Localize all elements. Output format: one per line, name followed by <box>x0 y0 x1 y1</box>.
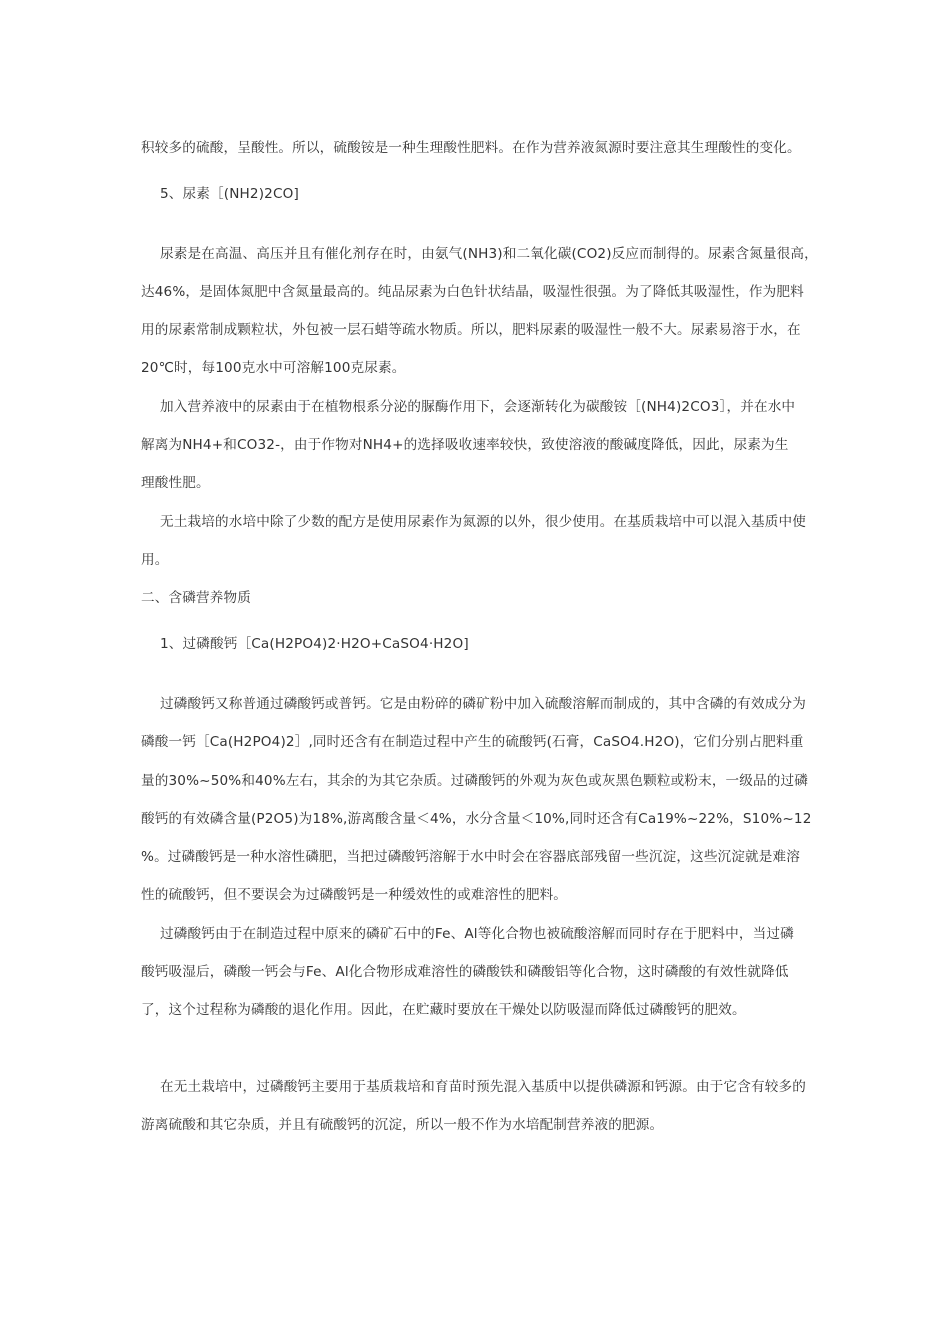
text-line: 用。 <box>141 552 169 568</box>
text-line: 达46%，是固体氮肥中含氮量最高的。纯品尿素为白色针状结晶，吸湿性很强。为了降低其吸湿性，作为肥料 <box>141 284 804 300</box>
text-line: 过磷酸钙由于在制造过程中原来的磷矿石中的Fe、Al等化合物也被硫酸溶解而同时存在于肥料中，当过磷 <box>160 926 794 942</box>
text-line: 酸钙的有效磷含量(P2O5)为18%,游离酸含量＜4%，水分含量＜10%,同时还含有Ca19%~22%，S10%~12 <box>141 811 812 827</box>
text-line: 尿素是在高温、高压并且有催化剂存在时，由氨气(NH3)和二氧化碳(CO2)反应而制得的。尿素含氮量很高， <box>160 246 818 262</box>
section-heading-urea: 5、尿素［(NH2)2CO] <box>160 186 299 202</box>
text-line: 在无土栽培中，过磷酸钙主要用于基质栽培和育苗时预先混入基质中以提供磷源和钙源。由于它含有较多的 <box>160 1079 806 1095</box>
text-line: 理酸性肥。 <box>141 475 210 491</box>
section-heading-superphosphate: 1、过磷酸钙［Ca(H2PO4)2·H2O+CaSO4·H2O] <box>160 636 469 652</box>
text-line: 过磷酸钙又称普通过磷酸钙或普钙。它是由粉碎的磷矿粉中加入硫酸溶解而制成的，其中含磷的有效成分为 <box>160 696 806 712</box>
text-line: 用的尿素常制成颗粒状，外包被一层石蜡等疏水物质。所以，肥料尿素的吸湿性一般不大。尿素易溶于水，在 <box>141 322 801 338</box>
section-heading-phosphorus: 二、含磷营养物质 <box>141 590 251 606</box>
text-line: 磷酸一钙［Ca(H2PO4)2］,同时还含有在制造过程中产生的硫酸钙(石膏，CaSO4.H2O)，它们分别占肥料重 <box>141 734 804 750</box>
text-line: 了，这个过程称为磷酸的退化作用。因此，在贮藏时要放在干燥处以防吸湿而降低过磷酸钙的肥效。 <box>141 1002 746 1018</box>
text-line: 酸钙吸湿后，磷酸一钙会与Fe、Al化合物形成难溶性的磷酸铁和磷酸铝等化合物，这时磷酸的有效性就降低 <box>141 964 789 980</box>
text-line: 解离为NH4+和CO32-，由于作物对NH4+的选择吸收速率较快，致使溶液的酸碱度降低，因此，尿素为生 <box>141 437 789 453</box>
text-line: 加入营养液中的尿素由于在植物根系分泌的脲酶作用下，会逐渐转化为碳酸铵［(NH4)2CO3］，并在水中 <box>160 399 796 415</box>
text-line: 量的30%~50%和40%左右，其余的为其它杂质。过磷酸钙的外观为灰色或灰黑色颗粒或粉末，一级品的过磷 <box>141 773 809 789</box>
text-line: 积较多的硫酸，呈酸性。所以，硫酸铵是一种生理酸性肥料。在作为营养液氮源时要注意其生理酸性的变化。 <box>141 140 801 156</box>
text-line: %。过磷酸钙是一种水溶性磷肥，当把过磷酸钙溶解于水中时会在容器底部残留一些沉淀，这些沉淀就是难溶 <box>141 849 801 865</box>
text-line: 无土栽培的水培中除了少数的配方是使用尿素作为氮源的以外，很少使用。在基质栽培中可以混入基质中使 <box>160 514 806 530</box>
text-line: 游离硫酸和其它杂质，并且有硫酸钙的沉淀，所以一般不作为水培配制营养液的肥源。 <box>141 1117 664 1133</box>
text-line: 性的硫酸钙，但不要误会为过磷酸钙是一种缓效性的或难溶性的肥料。 <box>141 887 568 903</box>
text-line: 20℃时，每100克水中可溶解100克尿素。 <box>141 360 406 376</box>
